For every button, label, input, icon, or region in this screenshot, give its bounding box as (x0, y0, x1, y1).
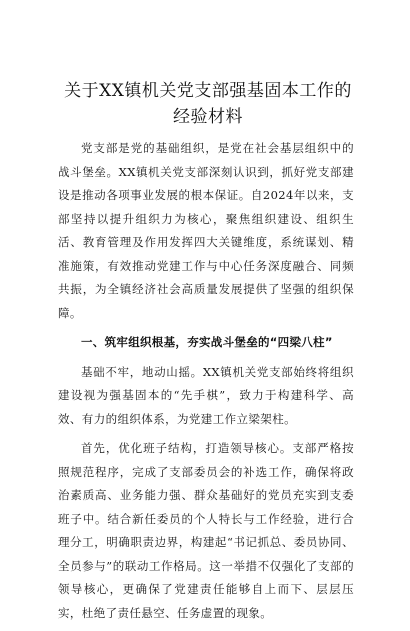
section-heading: 一、筑牢组织根基，夯实战斗堡垒的“四梁八柱” (81, 335, 333, 349)
intro-paragraph: 党支部是党的基础组织，是党在社会基层组织中的战斗堡垒。XX镇机关党支部深刻认识到，抓好党支部建设是推动各项事业发展的根本保证。自2024年以来，支部坚持以提升组织力为核心，聚焦组织建设、组织生活、教育管理及作用发挥四大关键维度，系统谋划、精准施策，有效推动党建工作与中心任务深度融合、同频共振，为全镇经济社会高质量发展提供了坚强的组织保障。 (58, 141, 354, 320)
section-paragraph-1: 基础不牢，地动山摇。XX镇机关党支部始终将组织建设视为强基固本的“先手棋”，致力于构建科学、高效、有力的组织体系，为党建工作立梁架柱。 (58, 364, 354, 426)
section-paragraph-2: 首先，优化班子结构，打造领导核心。支部严格按照规范程序，完成了支部委员会的补选工作，确保将政治素质高、业务能力强、群众基础好的党员充实到支委班子中。结合新任委员的个人特长与工作经验，进行合理分工，明确职责边界，构建起“书记抓总、委员协同、全员参与”的联动工作格局。这一举措不仅强化了支部的领导核心，更确保了党建责任能够自上而下、层层压实，杜绝了责任悬空、任务虚置的现象。 (58, 441, 354, 620)
document-title: 关于XX镇机关党支部强基固本工作的经验材料 (64, 81, 352, 127)
document-body (58, 137, 354, 631)
